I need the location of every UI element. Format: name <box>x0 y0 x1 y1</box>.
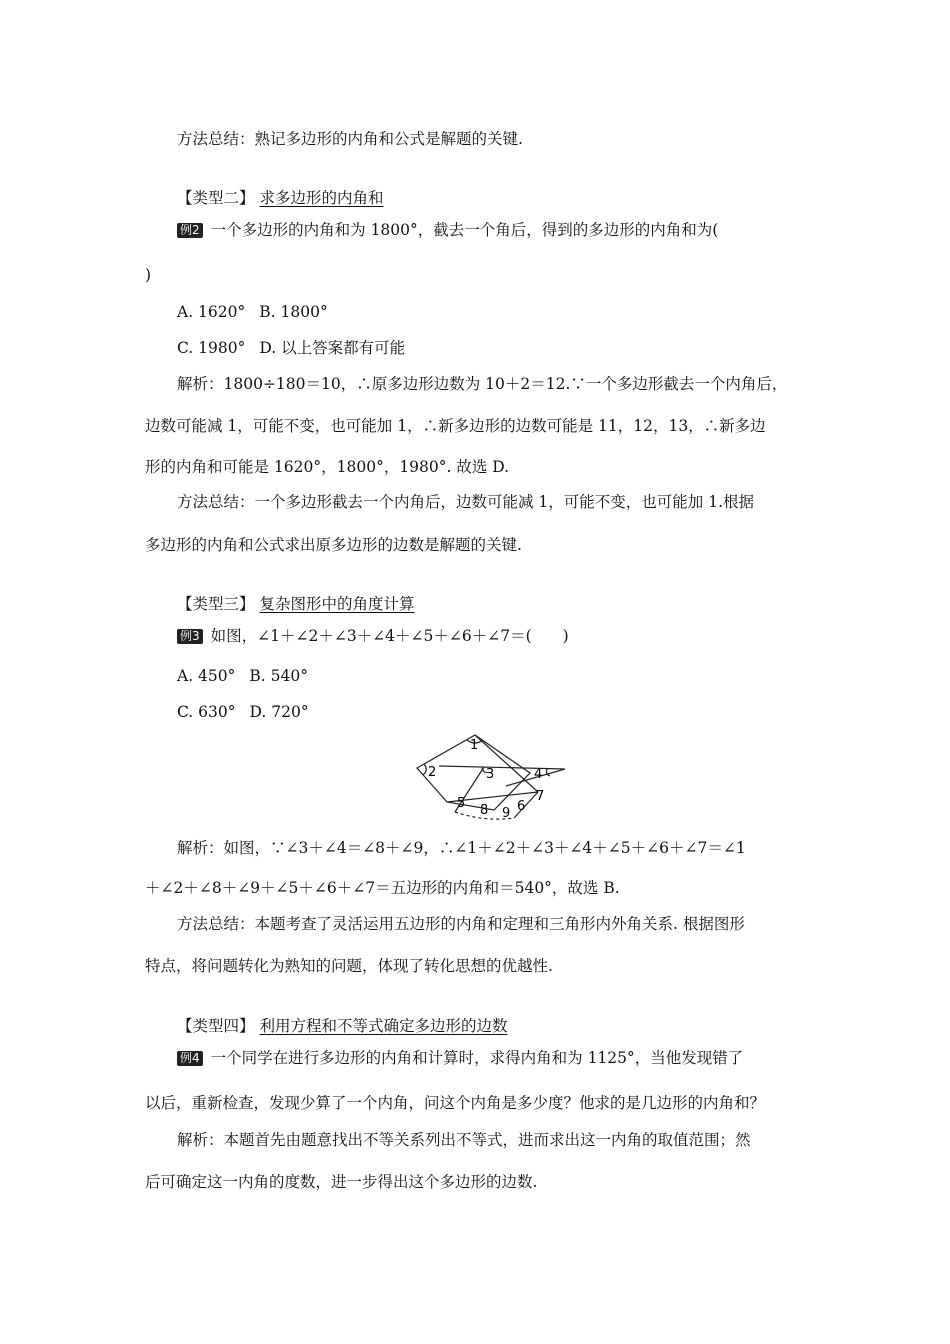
section-header-type4 <box>177 1016 507 1036</box>
option-b: B. 540° <box>249 667 308 685</box>
figure-label: 4 <box>534 767 543 782</box>
figure-diagonal-a <box>475 735 538 792</box>
example-3-tag: 例3 <box>177 629 203 644</box>
example-2-solution-3: 形的内角和可能是 1620°，1800°，1980°. 故选 D. <box>145 458 510 476</box>
figure-label: 3 <box>486 767 495 782</box>
example-2-solution-2: 边数可能减 1，可能不变，也可能加 1，∴新多边形的边数可能是 11，12，13，∴新多边 <box>145 417 766 435</box>
example-2-q1: 一个多边形的内角和为 1800°，截去一个角后，得到的多边形的内角和为( <box>210 221 719 239</box>
option-a: A. 450° <box>177 667 236 685</box>
angle-figure <box>410 730 570 822</box>
figure-label: 5 <box>457 796 466 811</box>
type4-title: 利用方程和不等式确定多边形的边数 <box>259 1017 508 1035</box>
option-b: B. 1800° <box>259 303 328 321</box>
example-3-question <box>177 626 569 646</box>
option-c: C. 630° <box>177 703 236 721</box>
example-4-q1: 一个同学在进行多边形的内角和计算时，求得内角和为 1125°，当他发现错了 <box>210 1049 744 1067</box>
figure-label: 2 <box>428 765 437 780</box>
option-a: A. 1620° <box>177 303 246 321</box>
angle-arc-2 <box>423 764 426 775</box>
figure-label: 6 <box>517 799 526 814</box>
example-2-question <box>177 220 718 240</box>
example-4-question <box>177 1048 743 1068</box>
section-header-type2 <box>177 188 383 208</box>
example-3-solution-2: ＋∠2＋∠8＋∠9＋∠5＋∠6＋∠7＝五边形的内角和＝540°，故选 B. <box>145 879 620 897</box>
example-3-summary-2: 特点，将问题转化为熟知的问题，体现了转化思想的优越性. <box>145 957 553 975</box>
figure-label: 1 <box>470 738 479 753</box>
example-4-q2: 以后，重新检查，发现少算了一个内角，问这个内角是多少度？他求的是几边形的内角和？ <box>145 1094 766 1112</box>
example-3-options-cd <box>177 702 309 722</box>
example-4-solution-2: 后可确定这一内角的度数，进一步得出这个多边形的边数. <box>145 1173 538 1191</box>
type2-title: 求多边形的内角和 <box>259 189 384 207</box>
section-header-type3 <box>177 594 414 614</box>
example-2-summary-1: 方法总结：一个多边形截去一个内角后，边数可能减 1，可能不变，也可能加 1.根据 <box>177 493 755 511</box>
figure-label: 7 <box>536 789 545 804</box>
figure-label: 8 <box>480 803 489 818</box>
option-d: D. 720° <box>249 703 309 721</box>
example-3-summary-1: 方法总结：本题考查了灵活运用五边形的内角和定理和三角形内外角关系. 根据图形 <box>177 915 745 933</box>
example-2-summary-2: 多边形的内角和公式求出原多边形的边数是解题的关键. <box>145 536 522 554</box>
angle-arc-4 <box>546 769 550 776</box>
example-2-q2: ) <box>145 266 152 284</box>
example-2-options-ab <box>177 302 328 322</box>
figure-triangle-lines <box>439 766 565 786</box>
type3-bracket: 【类型三】 <box>177 595 255 613</box>
example-3-options-ab <box>177 666 308 686</box>
example-2-options-cd <box>177 338 405 358</box>
option-d: D. 以上答案都有可能 <box>259 339 406 357</box>
example-4-tag: 例4 <box>177 1051 203 1066</box>
type2-bracket: 【类型二】 <box>177 189 255 207</box>
example-3-solution-1: 解析：如图，∵∠3＋∠4＝∠8＋∠9，∴∠1＋∠2＋∠3＋∠4＋∠5＋∠6＋∠7＝∠1 <box>177 839 746 857</box>
type4-bracket: 【类型四】 <box>177 1017 255 1035</box>
summary-1: 方法总结：熟记多边形的内角和公式是解题的关键. <box>177 130 523 148</box>
example-3-q: 如图，∠1＋∠2＋∠3＋∠4＋∠5＋∠6＋∠7＝( ) <box>210 627 569 645</box>
figure-label: 9 <box>502 806 511 821</box>
option-c: C. 1980° <box>177 339 246 357</box>
example-2-tag: 例2 <box>177 223 203 238</box>
type3-title: 复杂图形中的角度计算 <box>259 595 415 613</box>
example-4-solution-1: 解析：本题首先由题意找出不等关系列出不等式，进而求出这一内角的取值范围；然 <box>177 1131 751 1149</box>
example-2-solution-1: 解析：1800÷180＝10，∴原多边形边数为 10＋2＝12.∵一个多边形截去一个内角后， <box>177 375 788 393</box>
